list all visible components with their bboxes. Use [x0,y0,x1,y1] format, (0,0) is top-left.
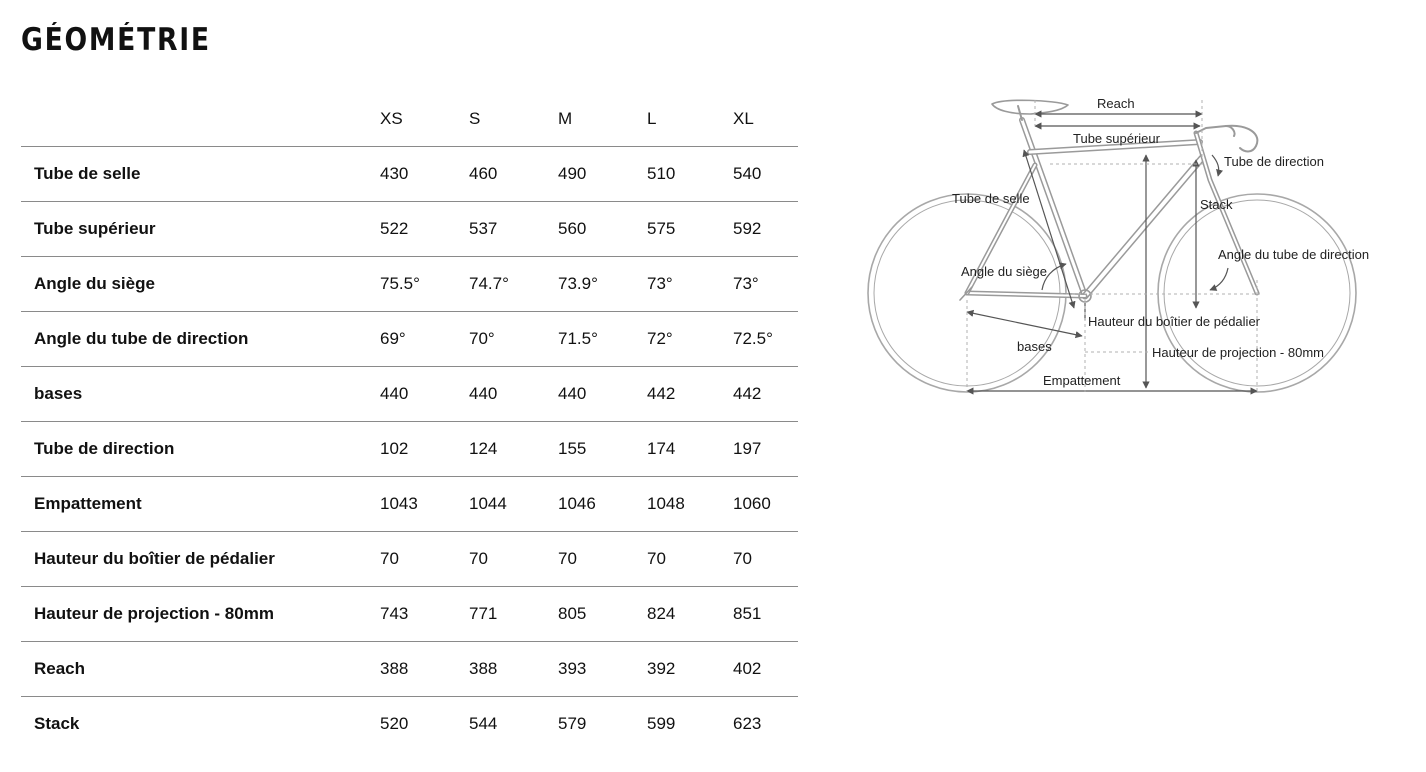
bike-diagram-svg [860,90,1380,400]
table-cell: 73.9° [558,256,647,311]
table-cell: 442 [733,366,798,421]
table-cell: 560 [558,201,647,256]
table-cell: 155 [558,421,647,476]
label-wheelbase: Empattement [1043,373,1121,388]
table-row [21,696,798,751]
table-cell: 70 [558,531,647,586]
diagram-labels [952,96,1369,388]
table-row [21,641,798,696]
table-cell: 579 [558,713,587,733]
table-cell: 805 [558,586,647,641]
size-header-xl: XL [733,90,798,146]
table-cell: 824 [647,586,733,641]
table-cell: 72.5° [733,311,798,366]
table-cell: 74.7° [469,256,558,311]
table-cell: 70 [469,531,558,586]
row-label: Empattement [21,476,380,531]
label-stack: Stack [1200,197,1233,212]
table-cell: 71.5° [558,311,647,366]
page-title: GÉOMÉTRIE [21,22,211,58]
table-row [21,366,798,421]
table-cell: 460 [469,146,558,201]
table-row [21,146,798,201]
table-cell: 70° [469,311,558,366]
row-label: Stack [34,713,80,733]
row-label: Angle du siège [21,256,380,311]
table-cell: 73° [733,256,798,311]
table-cell: 402 [733,641,798,696]
label-chainstays: bases [1017,339,1052,354]
label-reach: Reach [1097,96,1135,111]
table-cell: 70 [380,531,469,586]
table-cell: 1044 [469,476,558,531]
geometry-table [21,90,798,751]
row-label: Tube supérieur [21,201,380,256]
size-header-l: L [647,90,733,146]
size-header-s: S [469,90,558,146]
table-cell: 1046 [558,476,647,531]
table-cell: 623 [733,713,762,733]
row-label: Hauteur du boîtier de pédalier [21,531,380,586]
table-cell: 851 [733,586,798,641]
table-cell: 102 [380,421,469,476]
table-cell: 73° [647,256,733,311]
table-row [21,586,798,641]
table-cell: 440 [558,366,647,421]
table-cell: 69° [380,311,469,366]
table-cell: 599 [647,713,676,733]
table-cell: 544 [469,713,498,733]
row-label: Angle du tube de direction [21,311,380,366]
table-cell: 72° [647,311,733,366]
table-cell: 1060 [733,476,798,531]
table-cell: 197 [733,421,798,476]
row-label: Hauteur de projection - 80mm [21,586,380,641]
table-cell: 388 [380,641,469,696]
table-cell: 430 [380,146,469,201]
label-standover: Hauteur de projection - 80mm [1152,345,1324,360]
table-cell: 575 [647,201,733,256]
table-cell: 174 [647,421,733,476]
table-cell: 70 [733,531,798,586]
table-cell: 592 [733,201,798,256]
row-label: Reach [21,641,380,696]
label-seat-tube: Tube de selle [952,191,1030,206]
label-head-tube: Tube de direction [1224,154,1324,169]
table-cell: 540 [733,146,798,201]
label-seat-angle: Angle du siège [961,264,1048,279]
table-cell: 537 [469,201,558,256]
table-cell: 392 [647,641,733,696]
label-top-tube: Tube supérieur [1073,131,1160,146]
table-row [21,201,798,256]
row-label: Tube de direction [21,421,380,476]
table-cell: 70 [647,531,733,586]
table-cell: 520 [380,713,409,733]
table-row [21,311,798,366]
header-empty-cell [21,90,380,146]
label-head-angle: Angle du tube de direction [1218,247,1370,262]
table-row [21,476,798,531]
table-row [21,256,798,311]
table-cell: 1048 [647,476,733,531]
row-label: Tube de selle [21,146,380,201]
table-cell: 440 [469,366,558,421]
table-cell: 743 [380,586,469,641]
table-cell: 124 [469,421,558,476]
table-cell: 388 [469,641,558,696]
geometry-diagram [860,90,1380,400]
table-row [21,531,798,586]
table-cell: 75.5° [380,256,469,311]
table-cell: 771 [469,586,558,641]
table-cell: 522 [380,201,469,256]
table-cell: 1043 [380,476,469,531]
table-cell: 393 [558,641,647,696]
size-header-xs: XS [380,90,469,146]
table-header-row [21,90,798,146]
table-cell: 440 [380,366,469,421]
size-header-m: M [558,90,647,146]
table-row [21,421,798,476]
table-cell: 490 [558,146,647,201]
label-bb-height: Hauteur du boîtier de pédalier [1088,314,1261,329]
table-cell: 510 [647,146,733,201]
row-label: bases [21,366,380,421]
table-cell: 442 [647,366,733,421]
